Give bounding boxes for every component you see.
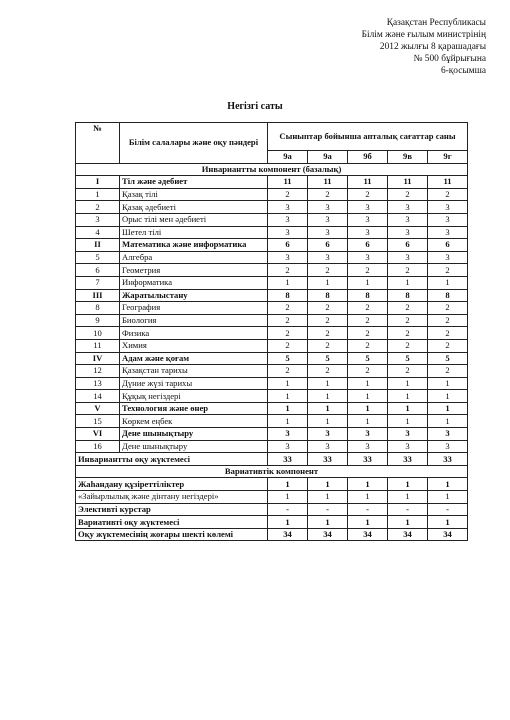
subject-header: Білім салалары және оқу пәндері	[120, 123, 268, 164]
table-row	[76, 339, 468, 352]
subject-name: География	[120, 302, 268, 315]
class-header: 9в	[388, 151, 428, 164]
subject-name: Тіл және әдебиет	[120, 176, 268, 189]
hours-cell: 2	[388, 302, 428, 315]
table-row	[76, 213, 468, 226]
hours-cell: 1	[308, 491, 348, 504]
row-number: 16	[76, 440, 120, 453]
hours-cell: 11	[268, 176, 308, 189]
hours-cell: 2	[428, 264, 468, 277]
hours-cell: 3	[388, 440, 428, 453]
class-header: 9а	[308, 151, 348, 164]
curriculum-table	[75, 122, 468, 541]
subject-name: Дүние жүзі тарихы	[120, 377, 268, 390]
table-row	[76, 440, 468, 453]
row-number: 6	[76, 264, 120, 277]
hours-cell: 8	[388, 289, 428, 302]
subject-name: Дене шынықтыру	[120, 428, 268, 441]
class-header: 9а	[268, 151, 308, 164]
hours-cell: 2	[388, 314, 428, 327]
hours-cell: 2	[428, 302, 468, 315]
table-row	[76, 503, 468, 516]
subject-name: Жаһандану құзіреттіліктер	[76, 478, 268, 491]
total-cell: 33	[388, 453, 428, 466]
hours-cell: 11	[308, 176, 348, 189]
table-row	[76, 327, 468, 340]
row-number: 11	[76, 339, 120, 352]
hours-cell: 1	[428, 377, 468, 390]
row-number: 5	[76, 251, 120, 264]
hours-cell: 1	[348, 377, 388, 390]
hours-cell: 1	[308, 377, 348, 390]
hours-cell: 2	[308, 302, 348, 315]
total-cell: 1	[308, 516, 348, 529]
hours-cell: 3	[348, 251, 388, 264]
table-row	[76, 314, 468, 327]
table-row	[76, 201, 468, 214]
subject-name: Информатика	[120, 276, 268, 289]
hours-cell: 11	[428, 176, 468, 189]
hours-cell: 2	[308, 339, 348, 352]
hours-cell: 1	[308, 415, 348, 428]
hours-cell: 3	[388, 251, 428, 264]
hours-cell: 2	[268, 264, 308, 277]
table-row	[76, 478, 468, 491]
hours-cell: 3	[428, 440, 468, 453]
hours-cell: 6	[428, 239, 468, 252]
subject-name: Жаратылыстану	[120, 289, 268, 302]
page-title: Негізгі саты	[227, 101, 283, 112]
hours-cell: 2	[268, 327, 308, 340]
subject-name: Технология және өнер	[120, 402, 268, 415]
total-label: Инвариантты оқу жүктемесі	[76, 453, 268, 466]
hours-cell: 2	[348, 365, 388, 378]
hours-cell: 3	[268, 226, 308, 239]
hours-cell: 2	[308, 188, 348, 201]
row-number: I	[76, 176, 120, 189]
row-number: 4	[76, 226, 120, 239]
hours-cell: 3	[308, 213, 348, 226]
hours-cell: 3	[268, 213, 308, 226]
total-cell: 34	[388, 528, 428, 541]
subject-name: Көркем еңбек	[120, 415, 268, 428]
hours-cell: 3	[388, 226, 428, 239]
hours-cell: 1	[308, 390, 348, 403]
subject-name: Биология	[120, 314, 268, 327]
hours-cell: 5	[308, 352, 348, 365]
hours-cell: 2	[428, 327, 468, 340]
row-number: 13	[76, 377, 120, 390]
hours-cell: 5	[428, 352, 468, 365]
hours-cell: 1	[348, 402, 388, 415]
header-line: № 500 бұйрығына	[413, 54, 486, 65]
total-cell: 34	[308, 528, 348, 541]
hours-cell: 3	[388, 428, 428, 441]
row-number: II	[76, 239, 120, 252]
table-row	[76, 239, 468, 252]
hours-cell: 3	[428, 251, 468, 264]
row-number: 8	[76, 302, 120, 315]
total-label: Вариативті оқу жүктемесі	[76, 516, 268, 529]
hours-cell: 6	[268, 239, 308, 252]
total-label: Оқу жүктемесінің жоғары шекті көлемі	[76, 528, 268, 541]
hours-cell: 3	[348, 201, 388, 214]
table-row	[76, 352, 468, 365]
hours-cell: 3	[348, 226, 388, 239]
hours-cell: 3	[388, 201, 428, 214]
hours-cell: 1	[308, 402, 348, 415]
row-number: 14	[76, 390, 120, 403]
row-number: 3	[76, 213, 120, 226]
hours-cell: 3	[348, 428, 388, 441]
header-line: Білім және ғылым министрінің	[361, 30, 486, 41]
hours-cell: 1	[268, 377, 308, 390]
hours-cell: 2	[348, 264, 388, 277]
order-header	[362, 17, 486, 77]
row-number: 2	[76, 201, 120, 214]
section-row	[76, 465, 468, 478]
variative-section-title: Вариативтік компонент	[76, 465, 468, 478]
hours-cell: 8	[308, 289, 348, 302]
subject-name: Шетел тілі	[120, 226, 268, 239]
hours-cell: 2	[268, 365, 308, 378]
hours-cell: 1	[308, 276, 348, 289]
hours-cell: 1	[348, 276, 388, 289]
total-cell: 33	[308, 453, 348, 466]
table-row	[76, 491, 468, 504]
hours-cell: 2	[428, 339, 468, 352]
hours-cell: 2	[268, 302, 308, 315]
hours-cell: 2	[308, 365, 348, 378]
hours-cell: 3	[268, 201, 308, 214]
total-cell: 1	[268, 516, 308, 529]
hours-cell: 1	[388, 390, 428, 403]
hours-cell: 2	[348, 188, 388, 201]
max-total-row	[76, 528, 468, 541]
hours-cell: 5	[268, 352, 308, 365]
total-cell: 33	[348, 453, 388, 466]
total-cell: 1	[428, 516, 468, 529]
hours-cell: 3	[308, 428, 348, 441]
hours-cell: 3	[308, 251, 348, 264]
subject-name: Қазақ әдебиеті	[120, 201, 268, 214]
hours-cell: 1	[268, 415, 308, 428]
hours-header: Сыныптар бойынша апталық сағаттар саны	[268, 123, 468, 151]
hours-cell: 2	[388, 264, 428, 277]
hours-cell: 2	[308, 327, 348, 340]
hours-cell: 1	[388, 415, 428, 428]
hours-cell: 3	[428, 226, 468, 239]
hours-cell: 1	[428, 491, 468, 504]
subject-name: Қазақ тілі	[120, 188, 268, 201]
hours-cell: 5	[348, 352, 388, 365]
hours-cell: 1	[348, 478, 388, 491]
hours-cell: 2	[348, 327, 388, 340]
table-row	[76, 188, 468, 201]
hours-cell: 1	[268, 276, 308, 289]
hours-cell: 1	[308, 478, 348, 491]
hours-cell: 3	[308, 201, 348, 214]
table-row	[76, 377, 468, 390]
hours-cell: 3	[268, 251, 308, 264]
hours-cell: 1	[388, 402, 428, 415]
hours-cell: 2	[308, 264, 348, 277]
hours-cell: 3	[428, 428, 468, 441]
row-number: 15	[76, 415, 120, 428]
hours-cell: 2	[348, 339, 388, 352]
hours-cell: 3	[388, 213, 428, 226]
row-number: 9	[76, 314, 120, 327]
subject-name: «Зайырлылық және дінтану негіздері»	[76, 491, 268, 504]
table-row	[76, 176, 468, 189]
hours-cell: 1	[348, 415, 388, 428]
subject-name: Адам және қоғам	[120, 352, 268, 365]
total-cell: 34	[428, 528, 468, 541]
subject-name: Математика және информатика	[120, 239, 268, 252]
total-cell: 34	[268, 528, 308, 541]
hours-cell: -	[268, 503, 308, 516]
hours-cell: 1	[428, 415, 468, 428]
subject-name: Орыс тілі мен әдебиеті	[120, 213, 268, 226]
hours-cell: -	[388, 503, 428, 516]
subject-name: Қазақстан тарихы	[120, 365, 268, 378]
table-row	[76, 289, 468, 302]
hours-cell: 1	[428, 276, 468, 289]
hours-cell: 2	[388, 188, 428, 201]
hours-cell: 1	[348, 491, 388, 504]
header-line: 2012 жылғы 8 қарашадағы	[379, 42, 486, 53]
hours-cell: 8	[268, 289, 308, 302]
hours-cell: 2	[268, 188, 308, 201]
row-number: VI	[76, 428, 120, 441]
hours-cell: 3	[308, 226, 348, 239]
hours-cell: 3	[268, 428, 308, 441]
row-number: III	[76, 289, 120, 302]
subject-name: Элективті курстар	[76, 503, 268, 516]
hours-cell: 2	[268, 339, 308, 352]
total-cell: 1	[348, 516, 388, 529]
hours-cell: 3	[308, 440, 348, 453]
hours-cell: 2	[388, 339, 428, 352]
hours-cell: -	[428, 503, 468, 516]
hours-cell: 2	[308, 314, 348, 327]
row-number: 7	[76, 276, 120, 289]
row-number: IV	[76, 352, 120, 365]
hours-cell: 2	[428, 188, 468, 201]
total-cell: 1	[388, 516, 428, 529]
hours-cell: 3	[428, 201, 468, 214]
class-header: 9г	[428, 151, 468, 164]
table-row	[76, 390, 468, 403]
hours-cell: 2	[348, 302, 388, 315]
total-cell: 33	[268, 453, 308, 466]
hours-cell: 1	[428, 478, 468, 491]
row-number: V	[76, 402, 120, 415]
table-row	[76, 251, 468, 264]
hours-cell: 1	[388, 478, 428, 491]
subject-name: Құқық негіздері	[120, 390, 268, 403]
invariant-section-title: Инвариантты компонент (базалық)	[76, 163, 468, 176]
table-row	[76, 226, 468, 239]
row-number: 12	[76, 365, 120, 378]
hours-cell: 1	[268, 390, 308, 403]
hours-cell: 8	[348, 289, 388, 302]
table-row	[76, 428, 468, 441]
hours-cell: 3	[348, 440, 388, 453]
hours-cell: -	[308, 503, 348, 516]
variative-total-row	[76, 516, 468, 529]
hours-cell: 3	[348, 213, 388, 226]
hours-cell: 6	[388, 239, 428, 252]
hours-cell: 6	[348, 239, 388, 252]
subject-name: Геометрия	[120, 264, 268, 277]
hours-cell: 6	[308, 239, 348, 252]
hours-cell: 1	[268, 491, 308, 504]
subject-name: Алгебра	[120, 251, 268, 264]
hours-cell: 1	[268, 478, 308, 491]
hours-cell: 3	[268, 440, 308, 453]
class-header: 9б	[348, 151, 388, 164]
hours-cell: 1	[388, 276, 428, 289]
table-row	[76, 402, 468, 415]
section-row	[76, 163, 468, 176]
hours-cell: 5	[388, 352, 428, 365]
invariant-total-row	[76, 453, 468, 466]
total-cell: 34	[348, 528, 388, 541]
num-header: №	[76, 123, 120, 164]
table-row	[76, 264, 468, 277]
hours-cell: 1	[268, 402, 308, 415]
hours-cell: 2	[268, 314, 308, 327]
subject-name: Дене шынықтыру	[120, 440, 268, 453]
hours-cell: 1	[428, 402, 468, 415]
hours-cell: 2	[388, 327, 428, 340]
hours-cell: 1	[388, 491, 428, 504]
hours-cell: 11	[388, 176, 428, 189]
table-row	[76, 302, 468, 315]
subject-name: Физика	[120, 327, 268, 340]
subject-name: Химия	[120, 339, 268, 352]
table-row	[76, 415, 468, 428]
hours-cell: 1	[388, 377, 428, 390]
hours-cell: 1	[428, 390, 468, 403]
hours-cell: 2	[428, 314, 468, 327]
row-number: 1	[76, 188, 120, 201]
hours-cell: 3	[428, 213, 468, 226]
table-row	[76, 276, 468, 289]
table-body	[76, 163, 468, 541]
hours-cell: 2	[428, 365, 468, 378]
hours-cell: -	[348, 503, 388, 516]
row-number: 10	[76, 327, 120, 340]
header-line: Қазақстан Республикасы	[386, 18, 486, 28]
hours-cell: 2	[388, 365, 428, 378]
hours-cell: 1	[348, 390, 388, 403]
header-line: 6-қосымша	[440, 66, 486, 77]
hours-cell: 8	[428, 289, 468, 302]
hours-cell: 2	[348, 314, 388, 327]
total-cell: 33	[428, 453, 468, 466]
hours-cell: 11	[348, 176, 388, 189]
table-row	[76, 365, 468, 378]
